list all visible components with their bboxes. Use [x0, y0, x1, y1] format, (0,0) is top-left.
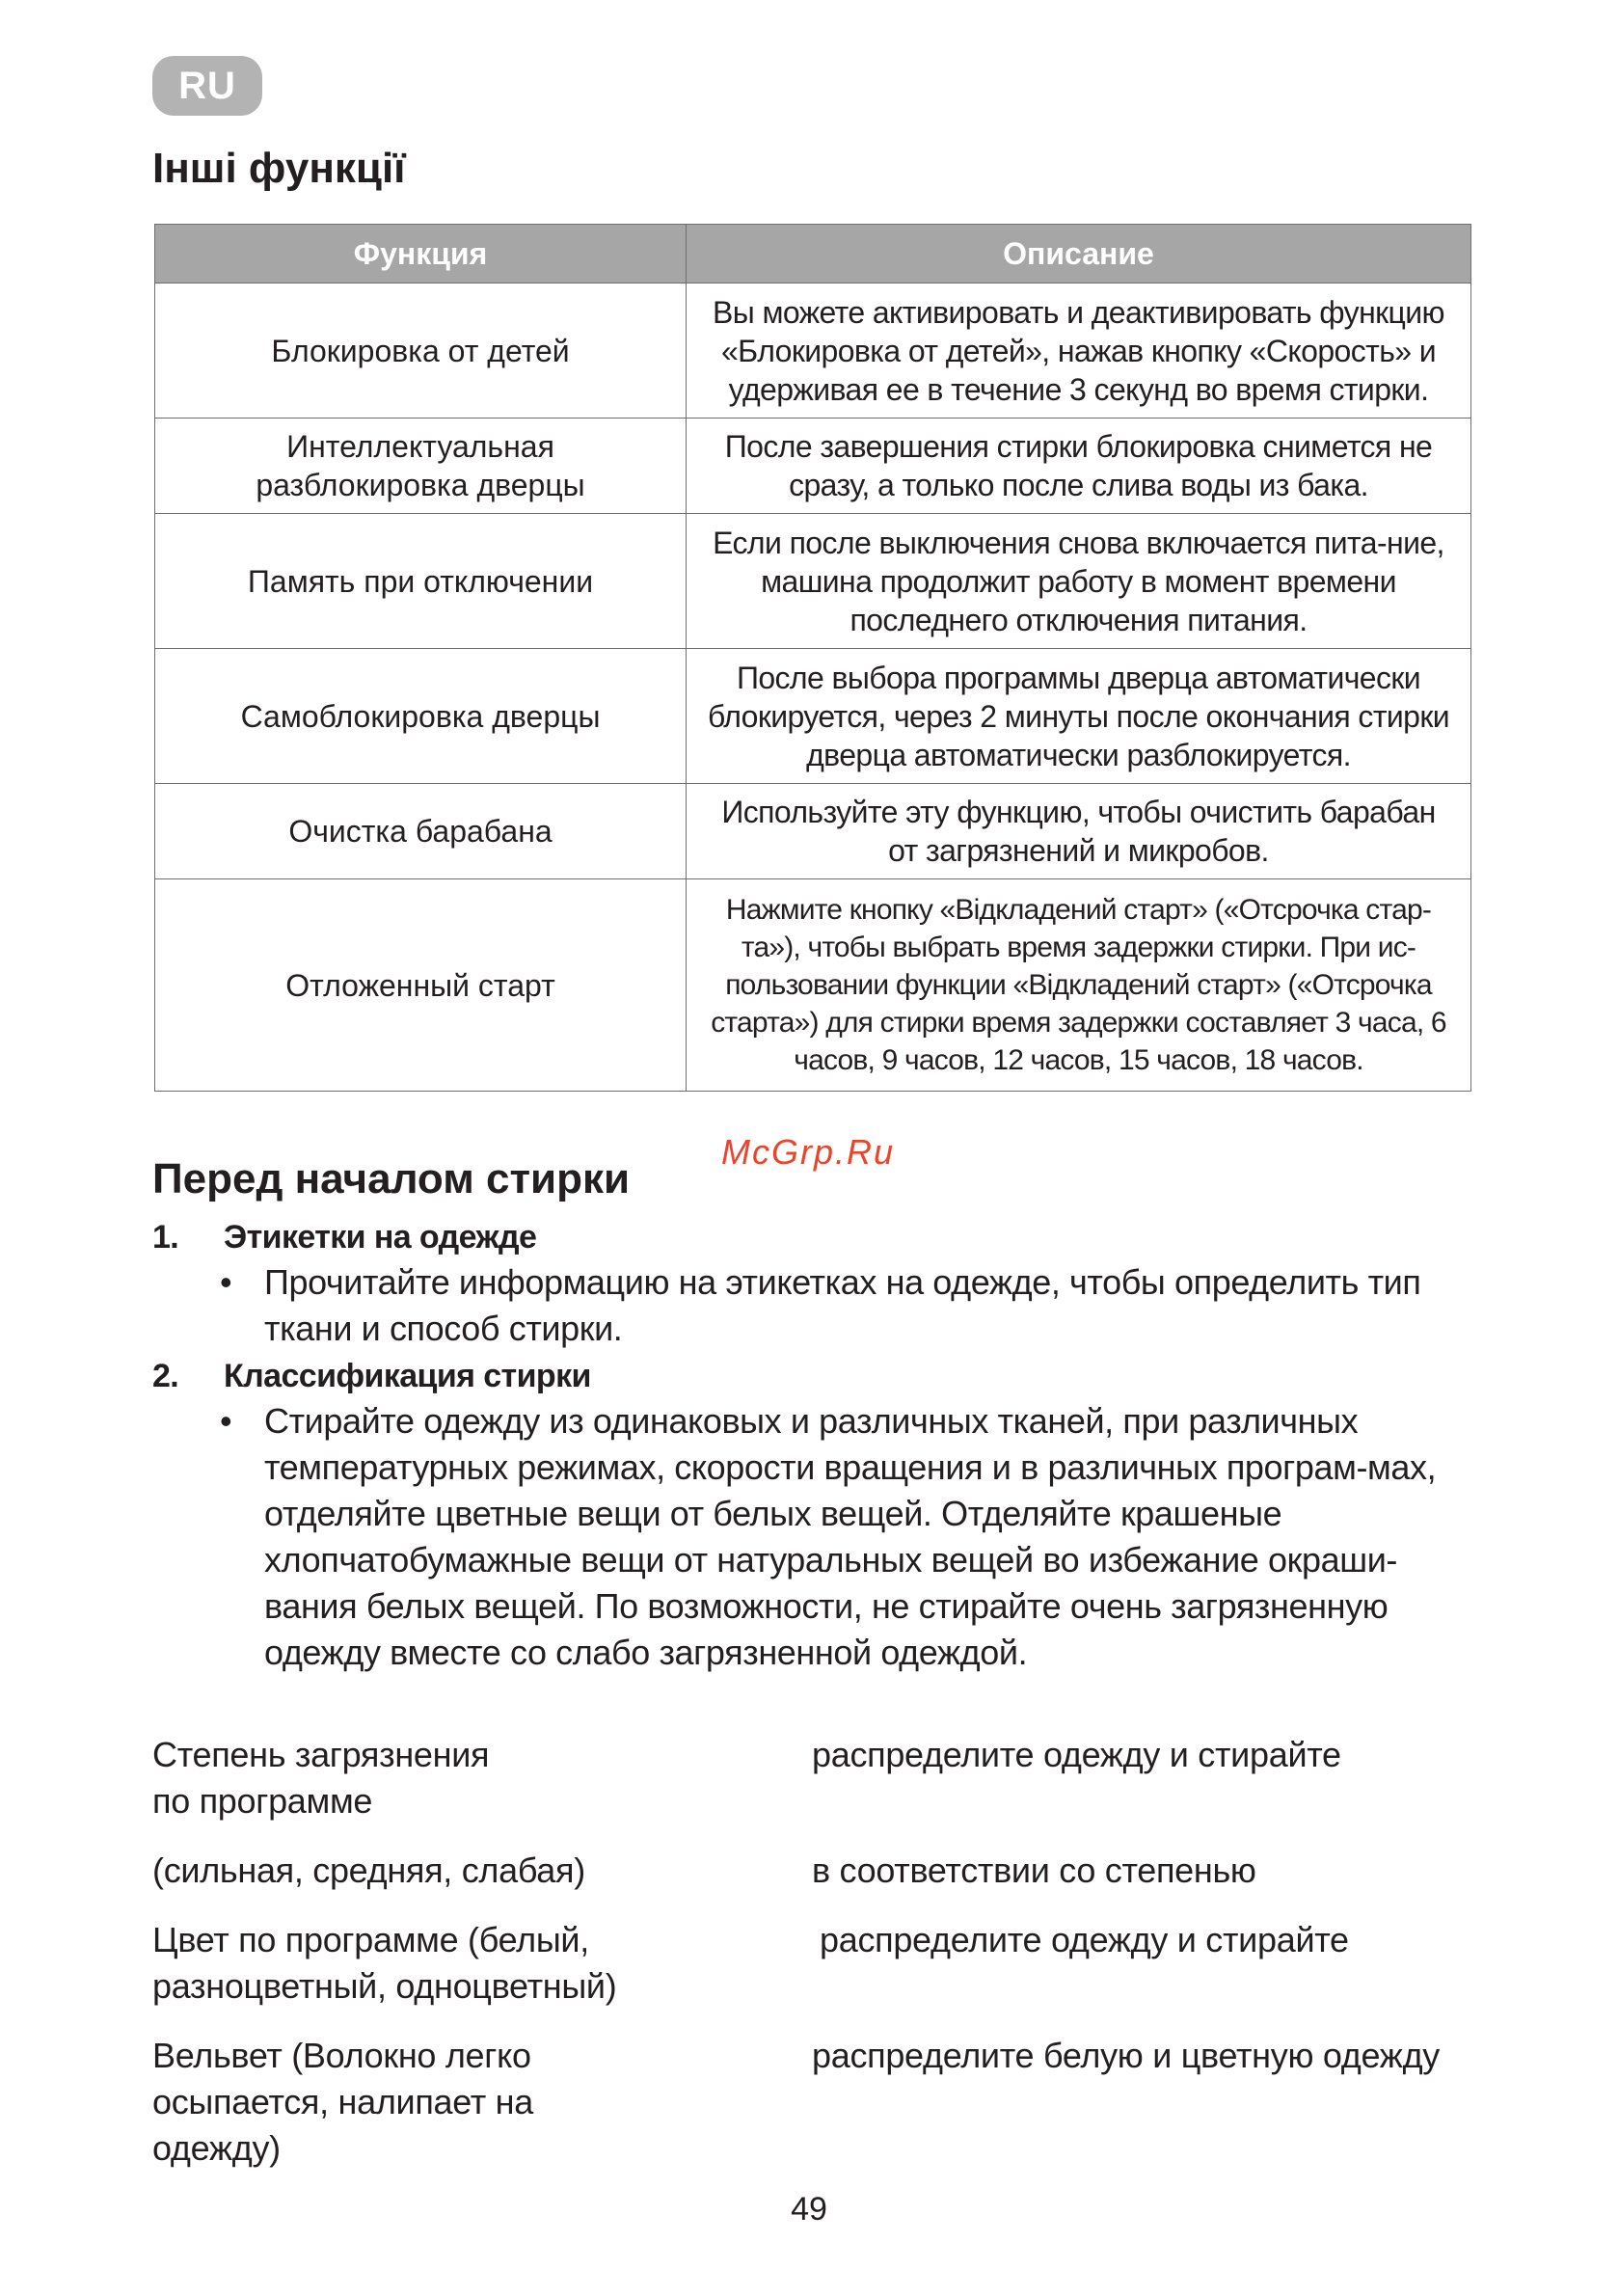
bullet-text: Стирайте одежду из одинаковых и различных тканей, при различных температурных режимах, скорости вращения и в различных програм-мах, отделяйте цветные вещи от белых вещей. Отделяйте крашеные хлопчатобумажные вещи от натуральных вещей во избежание окраши-вания белых вещей. По возможности, не стирайте очень загрязненную одежду вместе со слабо загрязненной одеждой.	[264, 1401, 1437, 1672]
table-row	[155, 514, 1471, 649]
function-description: Нажмите кнопку «Відкладений старт» («Отсрочка стар-та»), чтобы выбрать время задержки стирки. При ис-пользовании функции «Відкладений старт» («Отсрочка старта») для стирки время задержки составляет 3 часа, 6 часов, 9 часов, 12 часов, 15 часов, 18 часов.	[687, 879, 1471, 1092]
bullet-icon: •	[220, 1262, 232, 1302]
table-row	[155, 649, 1471, 784]
function-description: Вы можете активировать и деактивировать функцию «Блокировка от детей», нажав кнопку «Скорость» и удерживая ее в течение 3 секунд во время стирки.	[687, 284, 1471, 419]
pair-right: распределите белую и цветную одежду	[812, 2036, 1440, 2075]
pair-left: Вельвет (Волокно легко осыпается, налипает на одежду)	[152, 2036, 533, 2168]
function-description: Если после выключения снова включается пита-ние, машина продолжит работу в момент времени последнего отключения питания.	[687, 514, 1471, 649]
language-badge: RU	[152, 56, 262, 116]
table-row	[155, 284, 1471, 419]
function-name: Очистка барабана	[155, 784, 687, 879]
page-number: 49	[791, 2191, 827, 2228]
subsection-number: 2.	[152, 1358, 179, 1394]
table-header-description: Описание	[687, 225, 1471, 284]
pair-right: в соответствии со степенью	[812, 1850, 1256, 1890]
pair-right: распределите одежду и стирайте	[812, 1735, 1341, 1774]
table-header-row	[155, 225, 1471, 284]
pair-right: распределите одежду и стирайте	[820, 1920, 1349, 1959]
functions-table	[154, 224, 1471, 1092]
function-name: Самоблокировка дверцы	[155, 649, 687, 784]
function-name: Память при отключении	[155, 514, 687, 649]
table-row	[155, 879, 1471, 1092]
function-description: После завершения стирки блокировка снимется не сразу, а только после слива воды из бака.	[687, 419, 1471, 514]
subsection-heading	[152, 1219, 536, 1256]
function-name: Отложенный старт	[155, 879, 687, 1092]
bullet-text: Прочитайте информацию на этикетках на одежде, чтобы определить тип ткани и способ стирки.	[264, 1262, 1421, 1348]
bullet-icon: •	[220, 1401, 232, 1441]
table-header-function: Функция	[155, 225, 687, 284]
pair-left: Степень загрязнения по программе	[152, 1735, 490, 1821]
subsection-heading	[152, 1358, 591, 1395]
pair-left: (сильная, средняя, слабая)	[152, 1850, 585, 1890]
subsection-title: Этикетки на одежде	[224, 1219, 537, 1256]
function-name: Интеллектуальная разблокировка дверцы	[155, 419, 687, 514]
table-row	[155, 419, 1471, 514]
pair-left: Цвет по программе (белый, разноцветный, одноцветный)	[152, 1920, 617, 2006]
list-item	[220, 1398, 1483, 1676]
function-name: Блокировка от детей	[155, 284, 687, 419]
section-title-other-functions: Інші функції	[152, 145, 406, 192]
watermark-text: McGrp.Ru	[721, 1132, 896, 1172]
table-row	[155, 784, 1471, 879]
function-description: После выбора программы дверца автоматически блокируется, через 2 минуты после окончания стирки дверца автоматически разблокируется.	[687, 649, 1471, 784]
function-description: Используйте эту функцию, чтобы очистить барабан от загрязнений и микробов.	[687, 784, 1471, 879]
subsection-title: Классификация стирки	[224, 1358, 591, 1394]
list-item	[220, 1259, 1483, 1352]
section-title-before-wash: Перед началом стирки	[152, 1155, 631, 1202]
subsection-number: 1.	[152, 1219, 179, 1256]
